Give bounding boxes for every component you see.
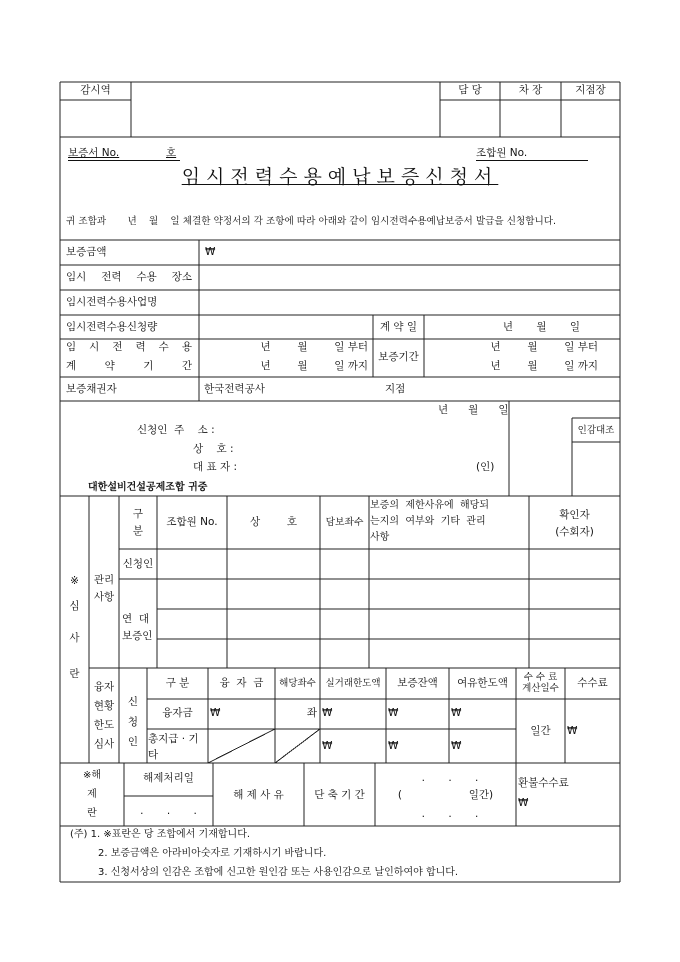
loan-balance-won-1[interactable]: ₩ bbox=[388, 707, 399, 719]
loan-limit-won-1[interactable]: ₩ bbox=[322, 707, 333, 719]
loan-col-fee: 수수료 bbox=[577, 677, 608, 689]
guarantee-period-label: 보증기간 bbox=[378, 351, 419, 363]
approval-sign-manager[interactable] bbox=[562, 101, 619, 136]
place-field[interactable] bbox=[200, 266, 619, 289]
diagonal-line bbox=[208, 729, 275, 763]
quantity-field[interactable] bbox=[200, 316, 372, 338]
contract-from-value[interactable]: 년 월 일 부터 bbox=[260, 341, 368, 353]
loan-col-category: 구 분 bbox=[165, 677, 190, 689]
release-date-label: 해제처리일 bbox=[143, 772, 194, 784]
quantity-label: 임시전력수용신청량 bbox=[66, 321, 158, 333]
loan-amount-won[interactable]: ₩ bbox=[210, 707, 221, 719]
note-2: 2. 보증금액은 아라비아숫자로 기재하시기 바랍니다. bbox=[98, 848, 327, 859]
guarantee-from-value[interactable]: 년 월 일 부터 bbox=[490, 341, 598, 353]
application-date[interactable]: 년 월 일 bbox=[438, 404, 509, 416]
amount-label: 보증금액 bbox=[66, 246, 107, 258]
cert-no-suffix: 호 bbox=[166, 147, 177, 159]
release-shorten-label: 단 축 기 간 bbox=[314, 789, 365, 801]
member-no-underline bbox=[476, 160, 588, 161]
release-shorten-bottom[interactable]: . . . bbox=[421, 808, 479, 820]
loan-limit-won-2[interactable]: ₩ bbox=[322, 740, 333, 752]
intro-text: 귀 조합과 년 월 일 체결한 약정서의 각 조항에 따라 아래와 같이 임시전력수용예납보증서 발급을 신청합니다. bbox=[66, 216, 557, 227]
col-remarks: 보증의 제한사유에 해당되 는지의 여부와 기타 관리 사항 bbox=[370, 500, 489, 543]
loan-applicant: 신 청 인 bbox=[127, 696, 139, 748]
loan-col-fee-days: 수 수 료 계산일수 bbox=[522, 672, 559, 694]
loan-label: 융자 현황 한도 심사 bbox=[93, 681, 115, 750]
release-label: ※해 제 란 bbox=[82, 770, 102, 819]
loan-fee-won[interactable]: ₩ bbox=[567, 725, 578, 737]
loan-col-balance: 보증잔액 bbox=[397, 677, 438, 689]
col-collateral: 담보좌수 bbox=[325, 517, 364, 528]
creditor-value: 한국전력공사 bbox=[204, 383, 265, 395]
amount-value[interactable]: ₩ bbox=[205, 246, 216, 258]
note-3: 3. 신청서상의 인감은 조합에 신고한 원인감 또는 사용인감으로 날인하여야 합니다. bbox=[98, 867, 459, 878]
note-1: (주) 1. ※표란은 당 조합에서 기재합니다. bbox=[70, 829, 251, 840]
loan-col-limit: 실거래한도액 bbox=[325, 678, 381, 689]
branch-label: 지점 bbox=[385, 383, 406, 395]
release-shorten-top[interactable]: . . . bbox=[421, 772, 479, 784]
release-date-value[interactable]: . . . bbox=[140, 805, 197, 817]
review-char-3: 란 bbox=[69, 668, 80, 680]
loan-days[interactable]: 일간 bbox=[530, 725, 551, 737]
period-label-2: 계 약 기 간 bbox=[66, 360, 192, 372]
refund-fee-label: 환불수수료 bbox=[518, 777, 569, 789]
place-label: 임시 전력 수용 장소 bbox=[66, 271, 192, 283]
contract-date-value[interactable]: 년 월 일 bbox=[502, 321, 580, 333]
review-char-2: 사 bbox=[69, 632, 80, 644]
cert-no-underline bbox=[68, 160, 180, 161]
approval-manager-label: 지점장 bbox=[575, 84, 606, 96]
approval-staff-label: 담 당 bbox=[458, 84, 482, 96]
loan-row-total: 총지급 · 기 타 bbox=[148, 733, 199, 761]
loan-col-seats: 해당좌수 bbox=[279, 678, 316, 689]
row-applicant: 신청인 bbox=[122, 558, 154, 570]
release-shorten-days[interactable]: ( 일간) bbox=[397, 789, 494, 801]
diagonal-line bbox=[275, 729, 320, 763]
review-char-1: 심 bbox=[69, 600, 80, 612]
contract-to-value[interactable]: 년 월 일 까지 bbox=[260, 360, 368, 372]
approval-sign-deputy[interactable] bbox=[501, 101, 560, 136]
loan-margin-won-1[interactable]: ₩ bbox=[451, 707, 462, 719]
release-reason-label: 해 제 사 유 bbox=[233, 789, 284, 801]
page-title: 임시전력수용예납보증신청서 bbox=[181, 166, 499, 188]
cert-no-label: 보증서 No. bbox=[68, 147, 120, 159]
inspector-label: 감시역 bbox=[80, 84, 111, 96]
company-label: 상 호 : bbox=[193, 443, 234, 455]
seal-check-label: 인감대조 bbox=[577, 425, 615, 436]
loan-col-margin: 여유한도액 bbox=[457, 677, 508, 689]
address-label: 신청인 주 소 : bbox=[137, 424, 215, 436]
representative-label: 대 표 자 : bbox=[193, 461, 237, 473]
recipient: 대한설비건설공제조합 귀중 bbox=[88, 482, 208, 493]
loan-balance-won-2[interactable]: ₩ bbox=[388, 740, 399, 752]
business-label: 임시전력수용사업명 bbox=[66, 296, 158, 308]
refund-fee-value[interactable]: ₩ bbox=[518, 797, 529, 809]
col-confirmer: 확인자 (수회자) bbox=[555, 509, 594, 538]
guarantee-to-value[interactable]: 년 월 일 까지 bbox=[490, 360, 598, 372]
review-mark: ※ bbox=[70, 575, 79, 587]
row-joint-guarantor: 연 대 보증인 bbox=[122, 613, 153, 642]
loan-row-amount: 융자금 bbox=[162, 707, 193, 719]
mgmt-label: 관리 사항 bbox=[93, 574, 115, 603]
creditor-label: 보증채권자 bbox=[66, 383, 117, 395]
col-member-no: 조합원 No. bbox=[166, 516, 218, 528]
loan-margin-won-2[interactable]: ₩ bbox=[451, 740, 462, 752]
col-company: 상 호 bbox=[250, 516, 297, 528]
loan-col-amount: 융 자 금 bbox=[219, 677, 264, 689]
period-label-1: 임 시 전 력 수 용 bbox=[66, 341, 192, 353]
seal-mark: (인) bbox=[476, 461, 495, 473]
approval-deputy-label: 차 장 bbox=[518, 84, 543, 96]
member-no-label: 조합원 No. bbox=[476, 147, 528, 159]
loan-seats-unit[interactable]: 좌 bbox=[306, 707, 317, 719]
business-field[interactable] bbox=[200, 291, 619, 314]
contract-date-label: 계 약 일 bbox=[379, 321, 418, 333]
approval-sign-staff[interactable] bbox=[441, 101, 499, 136]
col-category: 구 분 bbox=[132, 508, 144, 537]
